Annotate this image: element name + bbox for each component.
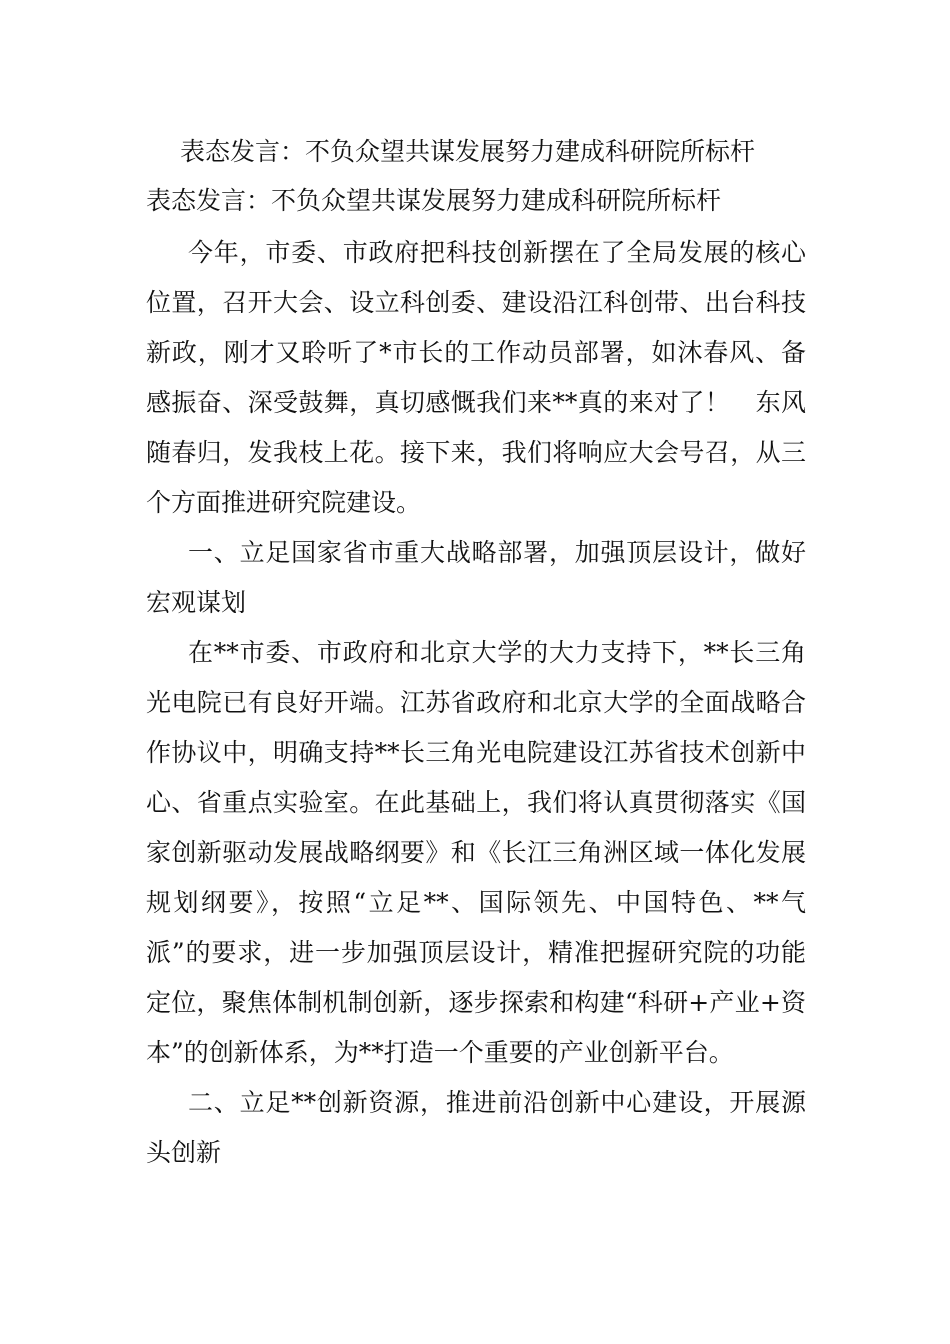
paragraph-section-1: 在**市委、市政府和北京大学的大力支持下，**长三角光电院已有良好开端。江苏省政府和北京大学的全面战略合作协议中，明确支持**长三角光电院建设江苏省技术创新中心、省重点实验室。在此基础上，我们将认真贯彻落实《国家创新驱动发展战略纲要》和《长江三角洲区域一体化发展规划纲要》，按照“立足**、国际领先、中国特色、**气派”的要求，进一步加强顶层设计，精准把握研究院的功能定位，聚焦体制机制创新，逐步探索和构建“科研+产业+资本”的创新体系，为**打造一个重要的产业创新平台。: [146, 638, 806, 1067]
document-title: 表态发言：不负众望共谋发展努力建成科研院所标杆: [180, 137, 756, 166]
section-heading-1: 一、立足国家省市重大战略部署，加强顶层设计，做好宏观谋划: [146, 538, 806, 617]
section-heading-2: 二、立足**创新资源，推进前沿创新中心建设，开展源头创新: [146, 1088, 806, 1167]
document-title-repeat: 表态发言：不负众望共谋发展努力建成科研院所标杆: [146, 186, 722, 215]
document-body: [146, 228, 806, 1178]
paragraph-intro: 今年，市委、市政府把科技创新摆在了全局发展的核心位置，召开大会、设立科创委、建设沿江科创带、出台科技新政，刚才又聆听了*市长的工作动员部署，如沐春风、备感振奋、深受鼓舞，真切感慨我们来**真的来对了！ 东风随春归，发我枝上花。接下来，我们将响应大会号召，从三个方面推进研究院建设。: [146, 238, 806, 517]
